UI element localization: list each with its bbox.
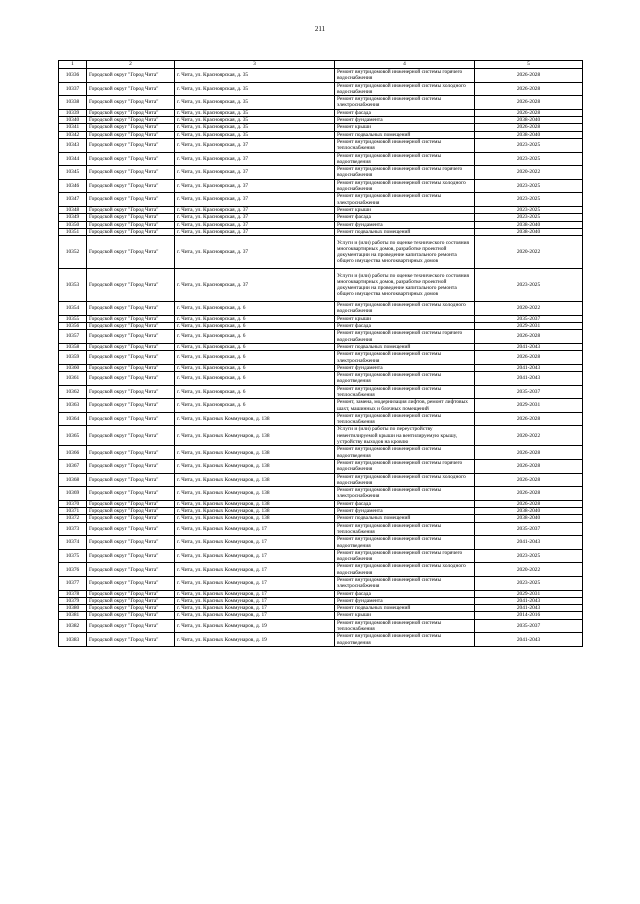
row-id-cell: 10369 — [59, 487, 87, 501]
address-cell: г. Чита, ул. Красных Коммунаров, д. 17 — [175, 605, 335, 612]
municipality-cell: Городской округ "Город Чита" — [87, 269, 175, 302]
period-cell: 2020-2022 — [475, 426, 583, 446]
period-cell: 2026-2028 — [475, 459, 583, 473]
municipality-cell: Городской округ "Город Чита" — [87, 96, 175, 110]
work-type-cell: Ремонт внутридомовой инженерной системы горячего водоснабжения — [335, 330, 475, 344]
period-cell: 2038-2040 — [475, 515, 583, 522]
work-type-cell: Ремонт внутридомовой инженерной системы холодного водоснабжения — [335, 473, 475, 487]
municipality-cell: Городской округ "Город Чита" — [87, 206, 175, 213]
address-cell: г. Чита, ул. Красноярская, д. 6 — [175, 330, 335, 344]
row-id-cell: 10367 — [59, 459, 87, 473]
work-type-cell: Ремонт фундамента — [335, 508, 475, 515]
address-cell: г. Чита, ул. Красноярская, д. 37 — [175, 206, 335, 213]
municipality-cell: Городской округ "Город Чита" — [87, 69, 175, 83]
table-row — [59, 612, 583, 619]
period-cell: 2026-2028 — [475, 96, 583, 110]
row-id-cell: 10356 — [59, 323, 87, 330]
column-number-header: 4 — [335, 61, 475, 69]
period-cell: 2020-2022 — [475, 302, 583, 316]
municipality-cell: Городской округ "Город Чита" — [87, 487, 175, 501]
address-cell: г. Чита, ул. Красноярская, д. 6 — [175, 385, 335, 399]
table-row — [59, 563, 583, 577]
table-row — [59, 590, 583, 597]
work-type-cell: Ремонт фасада — [335, 590, 475, 597]
work-type-cell: Ремонт внутридомовой инженерной системы горячего водоснабжения — [335, 459, 475, 473]
address-cell: г. Чита, ул. Красных Коммунаров, д. 19 — [175, 619, 335, 633]
address-cell: г. Чита, ул. Красноярская, д. 37 — [175, 228, 335, 235]
table-row — [59, 605, 583, 612]
period-cell: 2023-2025 — [475, 206, 583, 213]
row-id-cell: 10372 — [59, 515, 87, 522]
municipality-cell: Городской округ "Город Чита" — [87, 563, 175, 577]
address-cell: г. Чита, ул. Красных Коммунаров, д. 17 — [175, 536, 335, 550]
period-cell: 2041-2043 — [475, 605, 583, 612]
table-row — [59, 577, 583, 591]
municipality-cell: Городской округ "Город Чита" — [87, 597, 175, 604]
period-cell: 2035-2037 — [475, 315, 583, 322]
municipality-cell: Городской округ "Город Чита" — [87, 228, 175, 235]
period-cell: 2023-2025 — [475, 577, 583, 591]
municipality-cell: Городской округ "Город Чита" — [87, 619, 175, 633]
table-row — [59, 343, 583, 350]
row-id-cell: 10337 — [59, 82, 87, 96]
table-row — [59, 179, 583, 193]
table-row — [59, 412, 583, 426]
period-cell: 2020-2022 — [475, 236, 583, 269]
table-row — [59, 302, 583, 316]
period-cell: 2035-2037 — [475, 385, 583, 399]
address-cell: г. Чита, ул. Красных Коммунаров, д. 138 — [175, 515, 335, 522]
period-cell: 2026-2028 — [475, 473, 583, 487]
period-cell: 2029-2031 — [475, 399, 583, 413]
work-type-cell: Ремонт крыши — [335, 612, 475, 619]
address-cell: г. Чита, ул. Красноярская, д. 6 — [175, 372, 335, 386]
work-type-cell: Ремонт внутридомовой инженерной системы водоотведения — [335, 372, 475, 386]
period-cell: 2038-2040 — [475, 228, 583, 235]
period-cell: 2026-2028 — [475, 82, 583, 96]
table-row — [59, 399, 583, 413]
municipality-cell: Городской округ "Город Чита" — [87, 117, 175, 124]
row-id-cell: 10341 — [59, 124, 87, 131]
row-id-cell: 10380 — [59, 605, 87, 612]
table-header-row — [59, 61, 583, 69]
table-row — [59, 315, 583, 322]
period-cell: 2023-2025 — [475, 269, 583, 302]
address-cell: г. Чита, ул. Красноярская, д. 6 — [175, 343, 335, 350]
table-row — [59, 323, 583, 330]
address-cell: г. Чита, ул. Красноярская, д. 37 — [175, 179, 335, 193]
work-type-cell: Ремонт фасада — [335, 214, 475, 221]
work-type-cell: Ремонт внутридомовой инженерной системы электроснабжения — [335, 351, 475, 365]
table-row — [59, 236, 583, 269]
table-row — [59, 500, 583, 507]
work-type-cell: Ремонт фасада — [335, 500, 475, 507]
row-id-cell: 10345 — [59, 166, 87, 180]
work-type-cell: Ремонт фасада — [335, 109, 475, 116]
row-id-cell: 10370 — [59, 500, 87, 507]
period-cell: 2023-2025 — [475, 193, 583, 207]
work-type-cell: Ремонт внутридомовой инженерной системы водоотведения — [335, 152, 475, 166]
address-cell: г. Чита, ул. Красноярская, д. 35 — [175, 117, 335, 124]
address-cell: г. Чита, ул. Красноярская, д. 37 — [175, 269, 335, 302]
work-type-cell: Ремонт внутридомовой инженерной системы теплоснабжения — [335, 619, 475, 633]
work-type-cell: Ремонт внутридомовой инженерной системы теплоснабжения — [335, 138, 475, 152]
table-row — [59, 372, 583, 386]
work-type-cell: Ремонт внутридомовой инженерной системы водоотведения — [335, 446, 475, 460]
municipality-cell: Городской округ "Город Чита" — [87, 166, 175, 180]
table-row — [59, 152, 583, 166]
address-cell: г. Чита, ул. Красных Коммунаров, д. 17 — [175, 590, 335, 597]
municipality-cell: Городской округ "Город Чита" — [87, 612, 175, 619]
period-cell: 2038-2040 — [475, 117, 583, 124]
period-cell: 2026-2028 — [475, 446, 583, 460]
column-number-header: 3 — [175, 61, 335, 69]
address-cell: г. Чита, ул. Красноярская, д. 37 — [175, 193, 335, 207]
work-type-cell: Ремонт внутридомовой инженерной системы теплоснабжения — [335, 522, 475, 536]
work-type-cell: Услуги и (или) работы по оценке технического состояния многоквартирных домов, разработке проектной документации на проведение капитального ремонта общего имущества многоквартирных домов — [335, 269, 475, 302]
address-cell: г. Чита, ул. Красных Коммунаров, д. 138 — [175, 459, 335, 473]
period-cell: 2038-2040 — [475, 221, 583, 228]
municipality-cell: Городской округ "Город Чита" — [87, 193, 175, 207]
table-row — [59, 473, 583, 487]
period-cell: 2026-2028 — [475, 69, 583, 83]
row-id-cell: 10353 — [59, 269, 87, 302]
work-type-cell: Ремонт подвальных помещений — [335, 605, 475, 612]
address-cell: г. Чита, ул. Красных Коммунаров, д. 138 — [175, 412, 335, 426]
period-cell: 2035-2037 — [475, 522, 583, 536]
period-cell: 2014-2016 — [475, 612, 583, 619]
row-id-cell: 10338 — [59, 96, 87, 110]
column-number-header: 1 — [59, 61, 87, 69]
period-cell: 2026-2028 — [475, 330, 583, 344]
address-cell: г. Чита, ул. Красноярская, д. 6 — [175, 364, 335, 371]
period-cell: 2026-2028 — [475, 412, 583, 426]
row-id-cell: 10375 — [59, 549, 87, 563]
row-id-cell: 10374 — [59, 536, 87, 550]
municipality-cell: Городской округ "Город Чита" — [87, 522, 175, 536]
address-cell: г. Чита, ул. Красных Коммунаров, д. 17 — [175, 563, 335, 577]
work-type-cell: Ремонт внутридомовой инженерной системы электроснабжения — [335, 487, 475, 501]
table-row — [59, 269, 583, 302]
row-id-cell: 10357 — [59, 330, 87, 344]
municipality-cell: Городской округ "Город Чита" — [87, 109, 175, 116]
table-row — [59, 515, 583, 522]
address-cell: г. Чита, ул. Красноярская, д. 37 — [175, 236, 335, 269]
municipality-cell: Городской округ "Город Чита" — [87, 131, 175, 138]
address-cell: г. Чита, ул. Красноярская, д. 37 — [175, 138, 335, 152]
work-type-cell: Ремонт внутридомовой инженерной системы теплоснабжения — [335, 385, 475, 399]
table-row — [59, 633, 583, 647]
address-cell: г. Чита, ул. Красноярская, д. 37 — [175, 221, 335, 228]
row-id-cell: 10381 — [59, 612, 87, 619]
address-cell: г. Чита, ул. Красных Коммунаров, д. 138 — [175, 473, 335, 487]
work-type-cell: Ремонт подвальных помещений — [335, 228, 475, 235]
address-cell: г. Чита, ул. Красных Коммунаров, д. 17 — [175, 522, 335, 536]
municipality-cell: Городской округ "Город Чита" — [87, 330, 175, 344]
municipality-cell: Городской округ "Город Чита" — [87, 214, 175, 221]
work-type-cell: Ремонт, замена, модернизация лифтов, ремонт лифтовых шахт, машинных и блочных помещений — [335, 399, 475, 413]
row-id-cell: 10382 — [59, 619, 87, 633]
municipality-cell: Городской округ "Город Чита" — [87, 515, 175, 522]
row-id-cell: 10348 — [59, 206, 87, 213]
address-cell: г. Чита, ул. Красных Коммунаров, д. 17 — [175, 549, 335, 563]
municipality-cell: Городской округ "Город Чита" — [87, 364, 175, 371]
row-id-cell: 10383 — [59, 633, 87, 647]
row-id-cell: 10340 — [59, 117, 87, 124]
address-cell: г. Чита, ул. Красноярская, д. 6 — [175, 302, 335, 316]
row-id-cell: 10360 — [59, 364, 87, 371]
municipality-cell: Городской округ "Город Чита" — [87, 315, 175, 322]
table-row — [59, 426, 583, 446]
address-cell: г. Чита, ул. Красноярская, д. 35 — [175, 82, 335, 96]
municipality-cell: Городской округ "Город Чита" — [87, 179, 175, 193]
municipality-cell: Городской округ "Город Чита" — [87, 536, 175, 550]
period-cell: 2026-2028 — [475, 351, 583, 365]
municipality-cell: Городской округ "Город Чита" — [87, 633, 175, 647]
row-id-cell: 10350 — [59, 221, 87, 228]
table-row — [59, 446, 583, 460]
work-type-cell: Ремонт фундамента — [335, 597, 475, 604]
period-cell: 2026-2028 — [475, 500, 583, 507]
work-type-cell: Ремонт фундамента — [335, 117, 475, 124]
row-id-cell: 10343 — [59, 138, 87, 152]
work-type-cell: Ремонт внутридомовой инженерной системы электроснабжения — [335, 96, 475, 110]
municipality-cell: Городской округ "Город Чита" — [87, 221, 175, 228]
work-type-cell: Ремонт внутридомовой инженерной системы теплоснабжения — [335, 412, 475, 426]
row-id-cell: 10336 — [59, 69, 87, 83]
work-type-cell: Ремонт внутридомовой инженерной системы водоотведения — [335, 633, 475, 647]
address-cell: г. Чита, ул. Красноярская, д. 35 — [175, 124, 335, 131]
table-row — [59, 597, 583, 604]
period-cell: 2041-2043 — [475, 364, 583, 371]
table-row — [59, 549, 583, 563]
municipality-cell: Городской округ "Город Чита" — [87, 473, 175, 487]
work-type-cell: Ремонт внутридомовой инженерной системы горячего водоснабжения — [335, 166, 475, 180]
row-id-cell: 10354 — [59, 302, 87, 316]
row-id-cell: 10342 — [59, 131, 87, 138]
row-id-cell: 10347 — [59, 193, 87, 207]
address-cell: г. Чита, ул. Красных Коммунаров, д. 138 — [175, 446, 335, 460]
work-type-cell: Ремонт подвальных помещений — [335, 515, 475, 522]
table-row — [59, 138, 583, 152]
work-type-cell: Ремонт внутридомовой инженерной системы холодного водоснабжения — [335, 82, 475, 96]
table-row — [59, 459, 583, 473]
work-type-cell: Ремонт внутридомовой инженерной системы горячего водоснабжения — [335, 69, 475, 83]
table-row — [59, 508, 583, 515]
period-cell: 2026-2028 — [475, 124, 583, 131]
table-row — [59, 522, 583, 536]
address-cell: г. Чита, ул. Красноярская, д. 6 — [175, 351, 335, 365]
municipality-cell: Городской округ "Город Чита" — [87, 459, 175, 473]
work-type-cell: Ремонт крыши — [335, 206, 475, 213]
table-row — [59, 214, 583, 221]
period-cell: 2035-2037 — [475, 619, 583, 633]
table-row — [59, 109, 583, 116]
table-row — [59, 619, 583, 633]
address-cell: г. Чита, ул. Красноярская, д. 6 — [175, 399, 335, 413]
period-cell: 2041-2043 — [475, 372, 583, 386]
period-cell: 2038-2040 — [475, 131, 583, 138]
table-row — [59, 82, 583, 96]
period-cell: 2029-2031 — [475, 590, 583, 597]
work-type-cell: Ремонт крыши — [335, 124, 475, 131]
municipality-cell: Городской округ "Город Чита" — [87, 82, 175, 96]
row-id-cell: 10378 — [59, 590, 87, 597]
address-cell: г. Чита, ул. Красноярская, д. 35 — [175, 96, 335, 110]
row-id-cell: 10362 — [59, 385, 87, 399]
row-id-cell: 10377 — [59, 577, 87, 591]
period-cell: 2023-2025 — [475, 179, 583, 193]
address-cell: г. Чита, ул. Красных Коммунаров, д. 138 — [175, 508, 335, 515]
work-type-cell: Ремонт крыши — [335, 315, 475, 322]
row-id-cell: 10351 — [59, 228, 87, 235]
municipality-cell: Городской округ "Город Чита" — [87, 577, 175, 591]
row-id-cell: 10344 — [59, 152, 87, 166]
work-type-cell: Ремонт подвальных помещений — [335, 131, 475, 138]
municipality-cell: Городской округ "Город Чита" — [87, 372, 175, 386]
municipality-cell: Городской округ "Город Чита" — [87, 302, 175, 316]
period-cell: 2029-2031 — [475, 323, 583, 330]
address-cell: г. Чита, ул. Красноярская, д. 37 — [175, 166, 335, 180]
row-id-cell: 10368 — [59, 473, 87, 487]
work-type-cell: Ремонт внутридомовой инженерной системы горячего водоснабжения — [335, 549, 475, 563]
row-id-cell: 10376 — [59, 563, 87, 577]
address-cell: г. Чита, ул. Красных Коммунаров, д. 19 — [175, 633, 335, 647]
row-id-cell: 10364 — [59, 412, 87, 426]
row-id-cell: 10359 — [59, 351, 87, 365]
row-id-cell: 10379 — [59, 597, 87, 604]
table-row — [59, 206, 583, 213]
work-type-cell: Ремонт фундамента — [335, 364, 475, 371]
table-row — [59, 330, 583, 344]
period-cell: 2038-2040 — [475, 508, 583, 515]
address-cell: г. Чита, ул. Красноярская, д. 37 — [175, 214, 335, 221]
table-row — [59, 385, 583, 399]
work-type-cell: Ремонт внутридомовой инженерной системы электроснабжения — [335, 577, 475, 591]
work-type-cell: Ремонт фундамента — [335, 221, 475, 228]
table-row — [59, 364, 583, 371]
address-cell: г. Чита, ул. Красноярская, д. 37 — [175, 152, 335, 166]
work-type-cell: Ремонт внутридомовой инженерной системы холодного водоснабжения — [335, 563, 475, 577]
municipality-cell: Городской округ "Город Чита" — [87, 590, 175, 597]
work-type-cell: Ремонт внутридомовой инженерной системы холодного водоснабжения — [335, 302, 475, 316]
municipality-cell: Городской округ "Город Чита" — [87, 508, 175, 515]
municipality-cell: Городской округ "Город Чита" — [87, 236, 175, 269]
work-type-cell: Ремонт внутридомовой инженерной системы электроснабжения — [335, 193, 475, 207]
table-row — [59, 69, 583, 83]
table-row — [59, 96, 583, 110]
address-cell: г. Чита, ул. Красноярская, д. 35 — [175, 69, 335, 83]
row-id-cell: 10352 — [59, 236, 87, 269]
page-number: 211 — [314, 25, 326, 33]
municipality-cell: Городской округ "Город Чита" — [87, 138, 175, 152]
address-cell: г. Чита, ул. Красных Коммунаров, д. 17 — [175, 577, 335, 591]
address-cell: г. Чита, ул. Красноярская, д. 6 — [175, 315, 335, 322]
address-cell: г. Чита, ул. Красноярская, д. 35 — [175, 131, 335, 138]
period-cell: 2041-2043 — [475, 633, 583, 647]
row-id-cell: 10365 — [59, 426, 87, 446]
table-row — [59, 117, 583, 124]
address-cell: г. Чита, ул. Красноярская, д. 6 — [175, 323, 335, 330]
municipality-cell: Городской округ "Город Чита" — [87, 500, 175, 507]
work-type-cell: Ремонт фасада — [335, 323, 475, 330]
municipality-cell: Городской округ "Город Чита" — [87, 549, 175, 563]
municipality-cell: Городской округ "Город Чита" — [87, 605, 175, 612]
address-cell: г. Чита, ул. Красных Коммунаров, д. 17 — [175, 597, 335, 604]
period-cell: 2041-2043 — [475, 343, 583, 350]
table-row — [59, 228, 583, 235]
row-id-cell: 10366 — [59, 446, 87, 460]
work-type-cell: Ремонт внутридомовой инженерной системы водоотведения — [335, 536, 475, 550]
table-row — [59, 166, 583, 180]
work-type-cell: Услуги и (или) работы по оценке технического состояния многоквартирных домов, разработке проектной документации на проведение капитального ремонта общего имущества многоквартирных домов — [335, 236, 475, 269]
table-row — [59, 131, 583, 138]
capital-repair-table — [58, 60, 583, 647]
municipality-cell: Городской округ "Город Чита" — [87, 426, 175, 446]
row-id-cell: 10346 — [59, 179, 87, 193]
table-body — [59, 61, 583, 647]
period-cell: 2041-2043 — [475, 597, 583, 604]
table-row — [59, 536, 583, 550]
row-id-cell: 10349 — [59, 214, 87, 221]
address-cell: г. Чита, ул. Красных Коммунаров, д. 17 — [175, 612, 335, 619]
table-row — [59, 487, 583, 501]
period-cell: 2026-2028 — [475, 109, 583, 116]
municipality-cell: Городской округ "Город Чита" — [87, 124, 175, 131]
work-type-cell: Услуги и (или) работы по переустройству невентилируемой крыши на вентилируемую крышу, устройству выходов на кровлю — [335, 426, 475, 446]
row-id-cell: 10371 — [59, 508, 87, 515]
municipality-cell: Городской округ "Город Чита" — [87, 351, 175, 365]
address-cell: г. Чита, ул. Красных Коммунаров, д. 138 — [175, 426, 335, 446]
period-cell: 2023-2025 — [475, 214, 583, 221]
period-cell: 2041-2043 — [475, 536, 583, 550]
address-cell: г. Чита, ул. Красноярская, д. 35 — [175, 109, 335, 116]
row-id-cell: 10355 — [59, 315, 87, 322]
row-id-cell: 10361 — [59, 372, 87, 386]
period-cell: 2020-2022 — [475, 563, 583, 577]
table-row — [59, 124, 583, 131]
municipality-cell: Городской округ "Город Чита" — [87, 152, 175, 166]
municipality-cell: Городской округ "Город Чита" — [87, 399, 175, 413]
column-number-header: 2 — [87, 61, 175, 69]
table-row — [59, 351, 583, 365]
address-cell: г. Чита, ул. Красных Коммунаров, д. 138 — [175, 487, 335, 501]
table-row — [59, 193, 583, 207]
table-row — [59, 221, 583, 228]
period-cell: 2020-2022 — [475, 166, 583, 180]
period-cell: 2023-2025 — [475, 549, 583, 563]
municipality-cell: Городской округ "Город Чита" — [87, 343, 175, 350]
period-cell: 2023-2025 — [475, 138, 583, 152]
work-type-cell: Ремонт внутридомовой инженерной системы холодного водоснабжения — [335, 179, 475, 193]
column-number-header: 5 — [475, 61, 583, 69]
work-type-cell: Ремонт подвальных помещений — [335, 343, 475, 350]
period-cell: 2023-2025 — [475, 152, 583, 166]
municipality-cell: Городской округ "Город Чита" — [87, 385, 175, 399]
period-cell: 2026-2028 — [475, 487, 583, 501]
row-id-cell: 10339 — [59, 109, 87, 116]
municipality-cell: Городской округ "Город Чита" — [87, 323, 175, 330]
row-id-cell: 10373 — [59, 522, 87, 536]
row-id-cell: 10358 — [59, 343, 87, 350]
row-id-cell: 10363 — [59, 399, 87, 413]
address-cell: г. Чита, ул. Красных Коммунаров, д. 138 — [175, 500, 335, 507]
municipality-cell: Городской округ "Город Чита" — [87, 446, 175, 460]
municipality-cell: Городской округ "Город Чита" — [87, 412, 175, 426]
